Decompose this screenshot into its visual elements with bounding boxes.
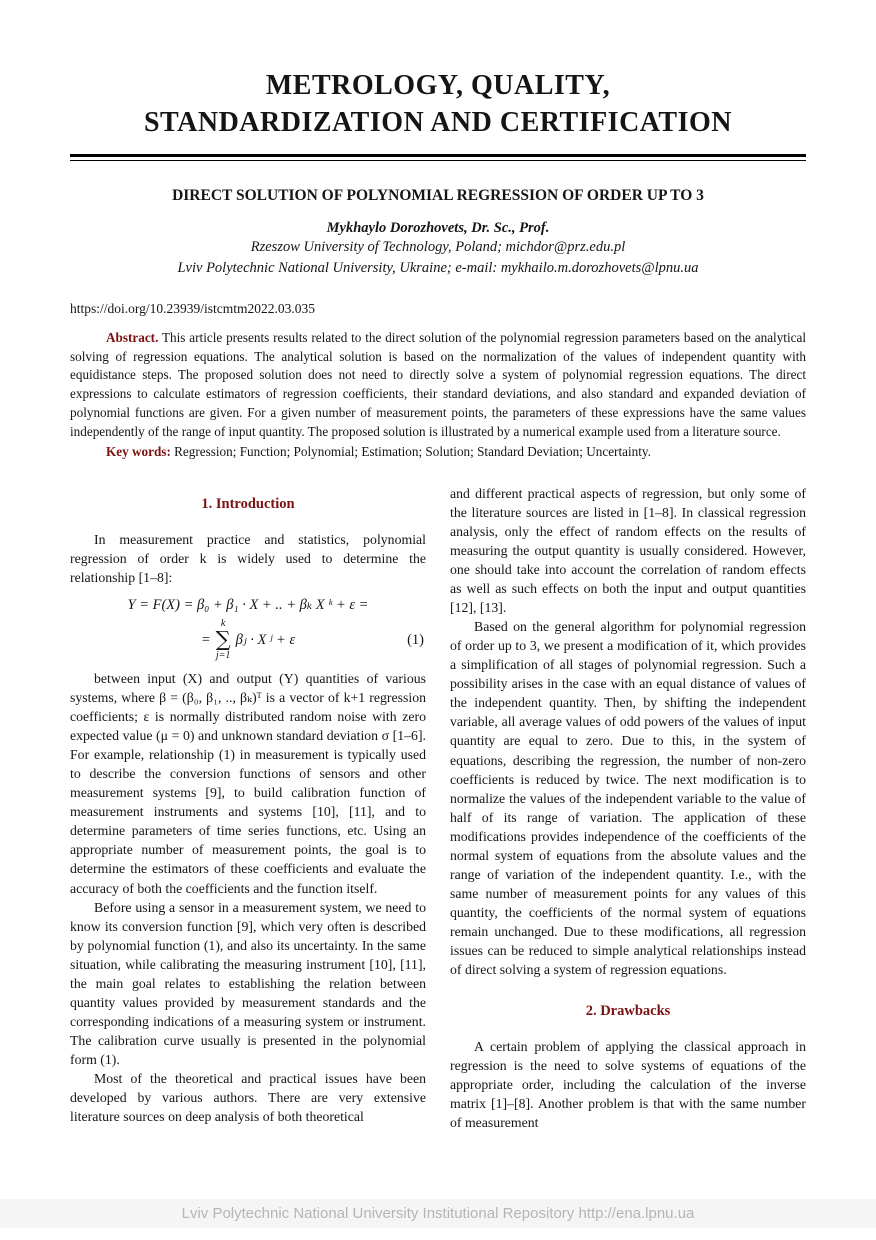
equation-1-line2 (70, 618, 426, 661)
keywords-line (70, 443, 806, 462)
keywords-text: Regression; Function; Polynomial; Estimation; Solution; Standard Deviation; Uncertainty. (170, 444, 651, 460)
equation-equals-sign: = (200, 631, 211, 648)
section-heading-drawbacks: 2. Drawbacks (585, 1002, 671, 1019)
summation-lower-limit: j=1 (215, 650, 231, 662)
author-name: Mykhaylo Dorozhovets, Dr. Sc., Prof. (326, 219, 550, 236)
journal-title-line1: METROLOGY, QUALITY, (265, 70, 611, 101)
abstract-paragraph (70, 329, 806, 441)
keywords-label: Key words: (106, 444, 171, 460)
right-paragraph-2: Based on the general algorithm for polynomial regression of order up to 3, we present a modification of it, which provides a simplification of all stages of polynomial regression. Such a possibility arises in the case with an equal distance of values of the independent quantity. Then, by shifting the independent variable, all average values of odd powers of the values of input quantity are equal to zero. Due to this, in the system of equations, describing the regression, the number of non-zero coefficients is reduced by twice. The next modification is to normalize the values of the independent variable to the value of half of its range of variation. The application of these modifications provides independence of the coefficients of the normal system of equations from the absolute values and the range of variation of the independent quantity. I.e., with the same number of measurement points for any values of this quantity, the coefficients of the normal system of equations remain unchanged. Due to these modifications, all regression issues can be reduced to simple analytical relationships instead of direct solving a system of regression equations. (450, 619, 806, 977)
journal-title-line2: STANDARDIZATION AND CERTIFICATION (143, 106, 733, 138)
sigma-icon: ∑ (215, 627, 231, 652)
left-column (70, 484, 426, 1132)
abstract-label: Abstract. (106, 329, 159, 345)
equation-1-number: (1) (407, 631, 424, 648)
affiliation-1: Rzeszow University of Technology, Poland; michdor@prz.edu.pl (250, 238, 626, 255)
left-paragraph-2: between input (X) and output (Y) quantities of various systems, where β = (β₀, β₁, .., βₖ)ᵀ is a vector of k+1 regression coefficients; ε is normally distributed random noise with zero expected value (μ = 0) and unknown standard deviation σ [1–6]. For example, relationship (1) in measurement is typically used to describe the conversion functions of sensors and other measurement systems [9], to build calibration function of measurement instruments and systems [10], [11], and to determine parameters of time series functions, etc. Using an appropriate number of measurement points, the goal is to determine the estimators of these coefficients and evaluate the accuracy of both the coefficients and the function itself. (70, 671, 426, 896)
journal-title (0, 68, 876, 142)
left-paragraph-1: In measurement practice and statistics, polynomial regression of order k is widely used to determine the relationship [1–8]: (70, 532, 426, 586)
right-paragraph-1: and different practical aspects of regression, but only some of the literature sources are listed in [1–8]. In classical regression analysis, only the effect of random effects on the results of measuring the output quantity is usually considered. However, one should take into account the correlation of random effects as well as such effects on both the input and output quantities [12], [13]. (450, 486, 806, 616)
affiliation-2: Lviv Polytechnic National University, Ukraine; e-mail: mykhailo.m.dorozhovets@lpnu.ua (177, 259, 699, 276)
two-column-body (70, 484, 806, 1132)
equation-1-terms: βⱼ · X ʲ + ε (235, 631, 296, 648)
section-heading-introduction: 1. Introduction (201, 496, 295, 513)
summation-upper-limit: k (220, 618, 226, 630)
equation-1 (70, 595, 426, 661)
abstract-text: This article presents results related to the direct solution of the polynomial regression parameters based on the analytical solving of regression equations. The analytical solution is based on the normalization of the values of independent quantity with equidistance steps. The proposed solution does not need to directly solve a system of polynomial regression equations. The direct expressions to calculate estimators of regression coefficients, their standard deviations, and also standard and expanded deviation of polynomial functions are given. For a given number of measurement points, the parameters of these expressions have the same values independently of the range of input quantity. The proposed solution is illustrated by a numerical example used from a literature source. (70, 329, 806, 439)
title-divider-rule (70, 154, 806, 161)
right-column (450, 484, 806, 1132)
right-paragraph-3: A certain problem of applying the classical approach in regression is the need to solve systems of equations of the appropriate order, including the calculation of the inverse matrix [1]–[8]. Another problem is that with the same number of measurement (450, 1038, 806, 1131)
equation-1-line1: Y = F(X) = β₀ + β₁ · X + .. + βₖ X ᵏ + ε = (127, 597, 369, 614)
repository-footer (0, 1199, 876, 1228)
left-paragraph-3: Before using a sensor in a measurement system, we need to know its conversion function [9], which very often is described by polynomial function (1), and also its uncertainty. In the same situation, while calibrating the measuring instrument [10], [11], the main goal relates to establishing the relation between quantity values provided by measurement standards and the corresponding indications of a measuring system or instrument. The calibration curve usually is presented in the polynomial form (1). (70, 899, 426, 1067)
doi-link: https://doi.org/10.23939/istcmtm2022.03.035 (70, 300, 316, 316)
repository-footer-text: Lviv Polytechnic National University Institutional Repository http://ena.lpnu.ua (181, 1205, 695, 1222)
left-paragraph-4: Most of the theoretical and practical issues have been developed by various authors. There are very extensive literature sources on deep analysis of both theoretical (70, 1070, 426, 1124)
summation-symbol (216, 618, 231, 661)
article-title: DIRECT SOLUTION OF POLYNOMIAL REGRESSION OF ORDER UP TO 3 (172, 186, 704, 204)
